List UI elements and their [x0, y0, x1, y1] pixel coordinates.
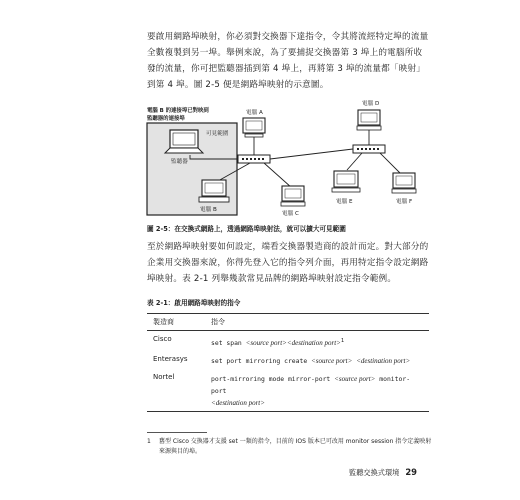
- table-row: [147, 369, 429, 412]
- table-caption: 表 2-1：啟用網路埠映射的指令: [147, 299, 241, 307]
- figure-caption: 圖 2-5：在交換式網路上，透過網路埠映射法，就可以擴大可見範圍: [147, 225, 346, 233]
- table-row: [147, 351, 429, 369]
- command-cell: set span <source port><destination port>$^1$: [211, 338, 345, 348]
- computer-icon-b: [199, 180, 229, 202]
- footnote-number: 1: [147, 438, 151, 445]
- visible-range-label: 可見範圍: [206, 131, 229, 137]
- switch-icon-right: [353, 145, 385, 153]
- body-paragraph-1: 要啟用網路埠映射，你必須對交換器下達指令，令其將流經特定埠的流量全數複製到另一埠。舉例來說，為了要捕捉交換器第 3 埠上的電腦所收發的流量，你可把監聽器插到第 4 埠上，再將第 3 埠的流量都「映射」到第 4 埠。圖 2-5 便是網路埠映射的示意圖。: [147, 32, 429, 90]
- page-footer: [349, 467, 417, 478]
- computer-a-label: 電腦 A: [246, 110, 263, 116]
- command-cell: port-mirroring mode mirror-port <source port> monitor-port <destination port>: [205, 369, 429, 412]
- body-paragraph-2: 至於網路埠映射要如何設定，端看交換器製造商的設計而定。對大部分的企業用交換器來說，你得先登入它的指令列介面，再用特定指令設定網路埠映射。表 2-1 列舉幾款常見品牌的網路埠映射設定指令範例。: [147, 242, 429, 284]
- footnote-text: 舊型 Cisco 交換器才支援 set 一類的指令，目前的 IOS 版本已可改用 monitor session 指令定義映射來源與目的埠。: [159, 438, 432, 455]
- vendor-cell: Nortel: [147, 369, 205, 412]
- footnote-divider: [147, 432, 207, 433]
- footer-section-title: 監聽交換式環境: [349, 468, 400, 477]
- computer-icon-c: [281, 186, 305, 206]
- command-cell: set port mirroring create <source port> <destination port>: [211, 357, 411, 366]
- computer-icon-e: [332, 171, 360, 192]
- vendor-cell: Enterasys: [153, 355, 188, 364]
- network-diagram: [140, 93, 440, 223]
- box-label-line1: 電腦 B 的連接埠已對映到: [147, 108, 209, 114]
- header-command: 指令: [205, 314, 429, 331]
- table-header-row: [147, 314, 429, 331]
- page-number: 29: [405, 467, 417, 477]
- footnote: [147, 437, 432, 457]
- footnote-ref: 1: [340, 338, 345, 344]
- table-row: [147, 331, 429, 352]
- box-label-line2: 監聽器的連接埠: [147, 116, 185, 122]
- computer-f-label: 電腦 F: [396, 199, 413, 205]
- mirroring-commands-table: [147, 313, 429, 412]
- computer-icon-f: [392, 173, 416, 193]
- computer-c-label: 電腦 C: [282, 211, 299, 217]
- computer-icon-d: [357, 110, 381, 130]
- switch-icon-left: [238, 155, 270, 163]
- computer-d-label: 電腦 D: [362, 101, 380, 107]
- header-vendor: 製造商: [147, 314, 205, 331]
- computer-icon-a: [243, 118, 265, 137]
- computer-b-label: 電腦 B: [200, 207, 217, 213]
- laptop-icon: [165, 130, 203, 153]
- vendor-cell: Cisco: [153, 335, 172, 343]
- monitor-label: 監聽器: [171, 159, 188, 165]
- computer-e-label: 電腦 E: [336, 199, 353, 205]
